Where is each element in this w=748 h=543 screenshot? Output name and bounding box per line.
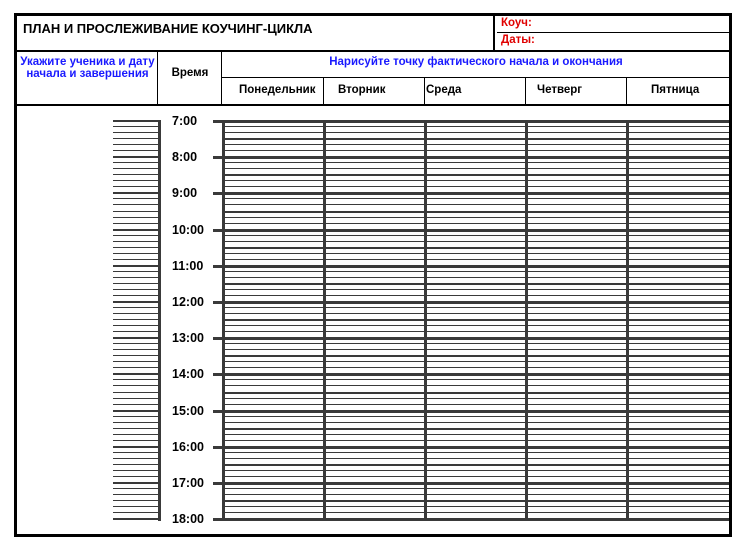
minor-tick-left [113, 343, 159, 344]
minor-line [222, 500, 729, 502]
minor-tick-left [113, 488, 159, 489]
hour-tick-left [113, 229, 159, 231]
minor-tick-left [113, 361, 159, 362]
minor-tick-left [113, 138, 159, 139]
minor-tick-left [113, 259, 159, 260]
minor-line [222, 162, 729, 163]
minor-tick-left [113, 174, 159, 175]
minor-line [222, 404, 729, 405]
hour-tick-left [113, 301, 159, 303]
minor-line [222, 458, 729, 459]
minor-line [222, 422, 729, 423]
minor-line [222, 283, 729, 285]
time-label: 17:00 [168, 476, 204, 490]
minor-tick-left [113, 422, 159, 423]
minor-tick-left [113, 325, 159, 326]
day-column-line [323, 120, 326, 521]
minor-tick-left [113, 385, 159, 386]
time-label: 15:00 [168, 404, 204, 418]
minor-line [222, 211, 729, 213]
minor-tick-left [113, 126, 159, 127]
hour-line [213, 446, 729, 449]
minor-tick-left [113, 416, 159, 417]
minor-line [222, 506, 729, 507]
coach-field[interactable]: Коуч: [497, 16, 729, 33]
day-header-divider-2 [424, 78, 425, 104]
minor-line [222, 398, 729, 399]
time-label: 9:00 [168, 186, 197, 200]
hour-tick-left [113, 265, 159, 267]
hour-tick-left [113, 192, 159, 194]
minor-line [222, 247, 729, 249]
time-label: 18:00 [168, 512, 204, 526]
minor-tick-left [113, 307, 159, 308]
minor-tick-left [113, 162, 159, 163]
minor-line [222, 367, 729, 368]
minor-line [222, 295, 729, 296]
hour-line [213, 192, 729, 195]
minor-tick-left [113, 464, 159, 465]
hour-tick-left [113, 337, 159, 339]
minor-line [222, 385, 729, 386]
timeline-axis [158, 120, 161, 521]
student-column-header: Укажите ученика и дату начала и завершения [20, 56, 155, 80]
minor-tick-left [113, 198, 159, 199]
minor-tick-left [113, 204, 159, 205]
minor-line [222, 313, 729, 314]
minor-tick-left [113, 458, 159, 459]
minor-line [222, 223, 729, 224]
time-col-divider [221, 51, 222, 105]
minor-line [222, 343, 729, 344]
minor-line [222, 138, 729, 140]
day-column-line [525, 120, 528, 521]
minor-tick-left [113, 398, 159, 399]
minor-tick-left [113, 235, 159, 236]
minor-tick-left [113, 180, 159, 181]
day-friday: Пятница [651, 84, 700, 96]
minor-tick-left [113, 283, 159, 284]
minor-line [222, 186, 729, 187]
minor-line [222, 253, 729, 254]
day-column-line [222, 120, 225, 521]
minor-line [222, 392, 729, 394]
minor-line [222, 180, 729, 181]
minor-tick-left [113, 470, 159, 471]
hour-line [213, 229, 729, 232]
minor-tick-left [113, 132, 159, 133]
minor-line [222, 361, 729, 362]
minor-line [222, 204, 729, 205]
minor-tick-left [113, 253, 159, 254]
minor-line [222, 217, 729, 218]
minor-tick-left [113, 434, 159, 435]
minor-tick-left [113, 223, 159, 224]
hour-line [213, 482, 729, 485]
minor-tick-left [113, 512, 159, 513]
minor-line [222, 325, 729, 326]
hour-line [213, 373, 729, 376]
minor-tick-left [113, 349, 159, 350]
minor-line [222, 259, 729, 260]
minor-line [222, 235, 729, 236]
time-label: 14:00 [168, 367, 204, 381]
hour-line [213, 301, 729, 304]
day-header-divider-4 [626, 78, 627, 104]
minor-line [222, 126, 729, 127]
minor-line [222, 494, 729, 495]
minor-tick-left [113, 241, 159, 242]
minor-tick-left [113, 355, 159, 356]
minor-tick-left [113, 211, 159, 212]
day-thursday: Четверг [537, 84, 583, 96]
minor-line [222, 271, 729, 272]
hour-tick-left [113, 482, 159, 484]
minor-line [222, 174, 729, 176]
minor-line [222, 476, 729, 477]
hour-tick-left [113, 446, 159, 448]
form-title: ПЛАН И ПРОСЛЕЖИВАНИЕ КОУЧИНГ-ЦИКЛА [17, 16, 495, 50]
minor-tick-left [113, 452, 159, 453]
minor-line [222, 198, 729, 199]
day-header-divider-3 [525, 78, 526, 104]
minor-tick-left [113, 295, 159, 296]
minor-tick-left [113, 367, 159, 368]
dates-field[interactable]: Даты: [501, 34, 535, 46]
minor-tick-left [113, 186, 159, 187]
minor-line [222, 470, 729, 471]
minor-line [222, 428, 729, 430]
minor-tick-left [113, 168, 159, 169]
minor-line [222, 150, 729, 151]
minor-line [222, 132, 729, 133]
minor-tick-left [113, 331, 159, 332]
hour-line [213, 518, 729, 521]
minor-tick-left [113, 404, 159, 405]
minor-tick-left [113, 144, 159, 145]
minor-tick-left [113, 428, 159, 429]
minor-line [222, 277, 729, 278]
header-bottom-divider [17, 104, 729, 106]
hour-tick-left [113, 373, 159, 375]
title-divider [17, 50, 729, 52]
minor-line [222, 488, 729, 489]
minor-line [222, 464, 729, 466]
minor-line [222, 168, 729, 169]
minor-line [222, 241, 729, 242]
minor-line [222, 440, 729, 441]
minor-tick-left [113, 476, 159, 477]
minor-tick-left [113, 319, 159, 320]
minor-tick-left [113, 392, 159, 393]
minor-tick-left [113, 247, 159, 248]
time-label: 16:00 [168, 440, 204, 454]
minor-line [222, 434, 729, 435]
minor-line [222, 331, 729, 332]
day-wednesday: Среда [426, 84, 462, 96]
minor-tick-left [113, 506, 159, 507]
minor-line [222, 307, 729, 308]
hour-line [213, 120, 729, 123]
student-col-divider [157, 51, 158, 105]
day-column-line [626, 120, 629, 521]
time-label: 12:00 [168, 295, 204, 309]
time-label: 7:00 [168, 114, 197, 128]
minor-tick-left [113, 150, 159, 151]
hour-line [213, 337, 729, 340]
minor-line [222, 319, 729, 321]
minor-line [222, 289, 729, 290]
hour-line [213, 265, 729, 268]
minor-tick-left [113, 379, 159, 380]
plot-instruction: Нарисуйте точку фактического начала и окончания [329, 56, 623, 68]
time-label: 13:00 [168, 331, 204, 345]
day-header-divider [222, 77, 729, 78]
hour-tick-left [113, 410, 159, 412]
hour-tick-left [113, 518, 159, 520]
day-tuesday: Вторник [338, 84, 386, 96]
time-label: 11:00 [168, 259, 203, 273]
day-header-divider-1 [323, 78, 324, 104]
minor-tick-left [113, 313, 159, 314]
time-label: 10:00 [168, 223, 204, 237]
minor-line [222, 452, 729, 453]
minor-line [222, 355, 729, 357]
minor-tick-left [113, 440, 159, 441]
minor-line [222, 144, 729, 145]
minor-tick-left [113, 500, 159, 501]
minor-tick-left [113, 271, 159, 272]
minor-tick-left [113, 289, 159, 290]
minor-line [222, 349, 729, 350]
minor-tick-left [113, 217, 159, 218]
time-column-header: Время [171, 67, 209, 79]
minor-line [222, 379, 729, 380]
hour-tick-left [113, 156, 159, 158]
minor-tick-left [113, 277, 159, 278]
day-column-line [424, 120, 427, 521]
hour-line [213, 410, 729, 413]
time-label: 8:00 [168, 150, 197, 164]
hour-tick-left [113, 120, 159, 122]
minor-line [222, 416, 729, 417]
day-monday: Понедельник [239, 84, 316, 96]
hour-line [213, 156, 729, 159]
minor-line [222, 512, 729, 513]
minor-tick-left [113, 494, 159, 495]
